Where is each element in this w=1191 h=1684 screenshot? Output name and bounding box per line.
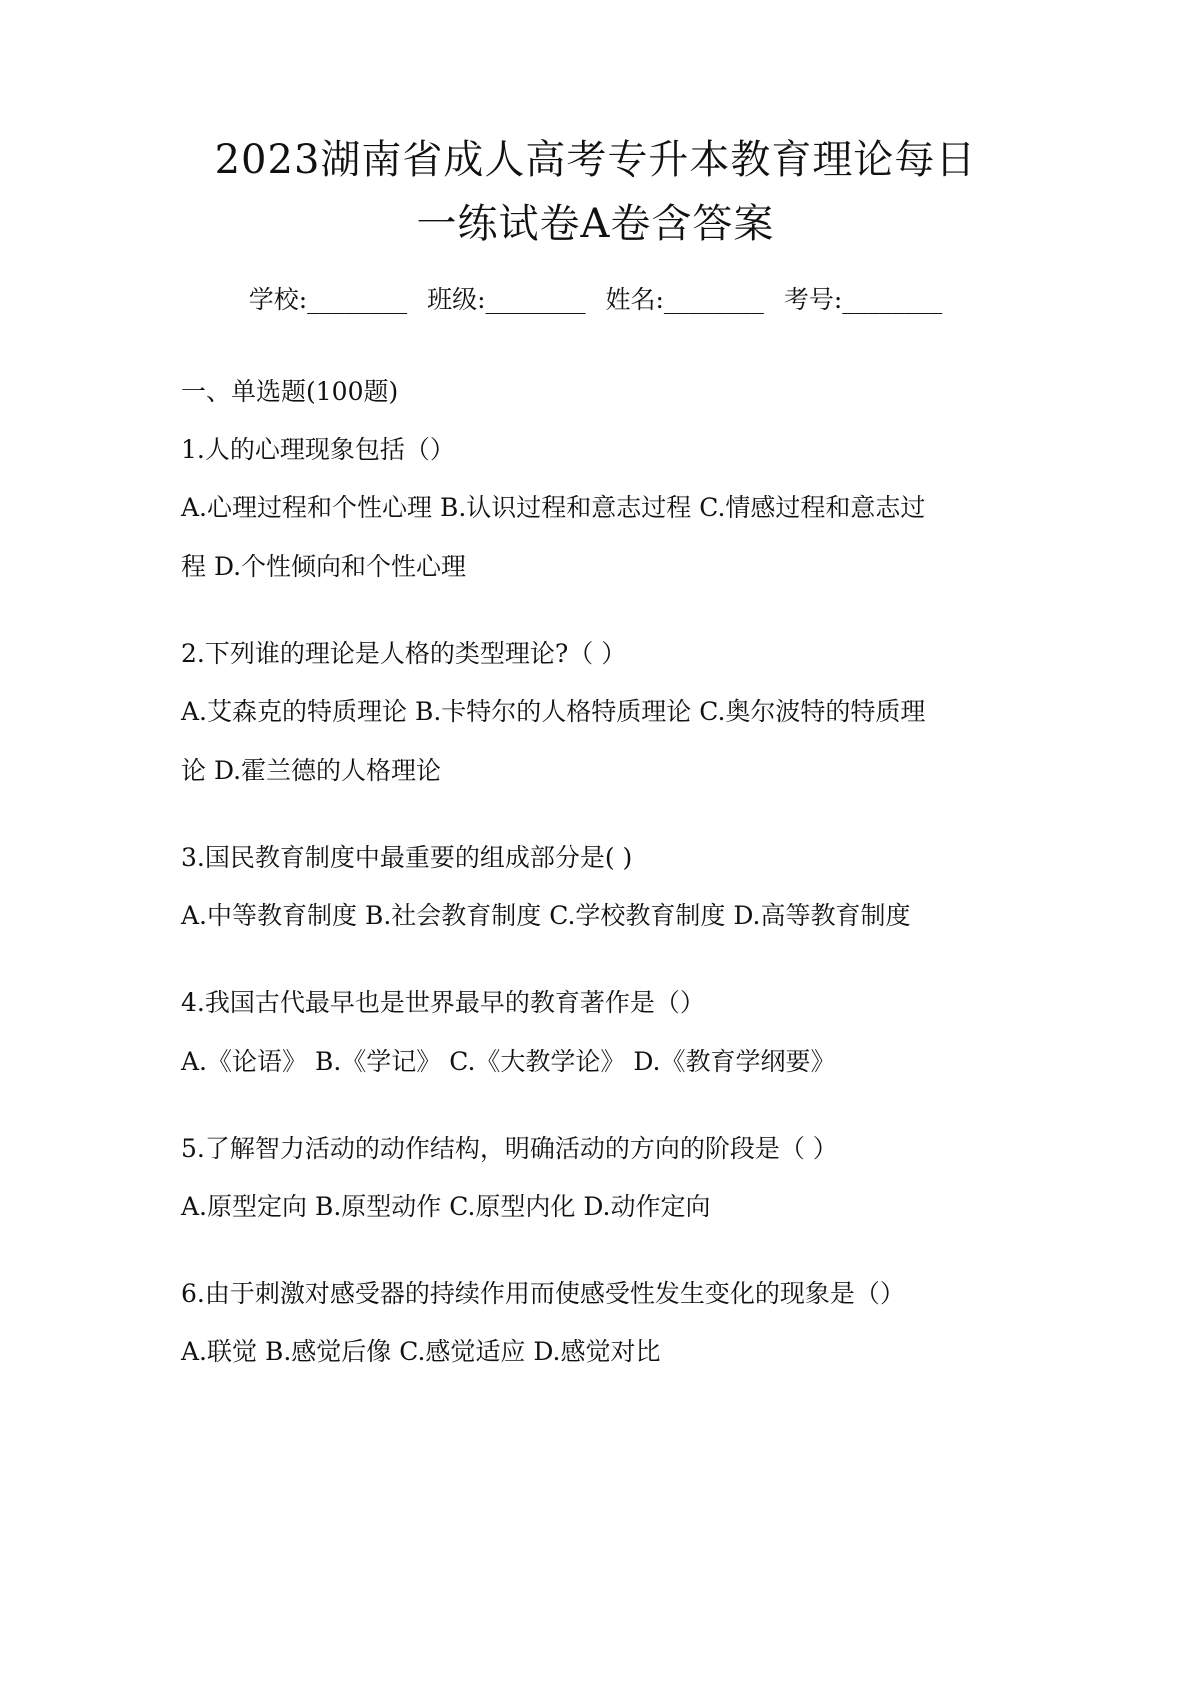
document-title-line-2: 一练试卷A卷含答案 (416, 201, 775, 247)
section-heading: 一、单选题(100题) (181, 377, 399, 406)
question-options-2-line-1: A.艾森克的特质理论 B.卡特尔的人格特质理论 C.奥尔波特的特质理 (181, 697, 926, 726)
name-field: 姓名:________ (605, 285, 764, 314)
question-options-1-line-1: A.心理过程和个性心理 B.认识过程和意志过程 C.情感过程和意志过 (181, 493, 926, 522)
question-stem-3: 3.国民教育制度中最重要的组成部分是( ) (181, 843, 633, 872)
question-stem-4: 4.我国古代最早也是世界最早的教育著作是（） (181, 988, 705, 1017)
student-info-row (0, 282, 1191, 318)
question-options-4-line-1: A.《论语》 B.《学记》 C.《大教学论》 D.《教育学纲要》 (181, 1047, 836, 1076)
question-options-2-line-2: 论 D.霍兰德的人格理论 (181, 756, 442, 785)
question-stem-1: 1.人的心理现象包括（） (181, 435, 455, 464)
question-options-5-line-1: A.原型定向 B.原型动作 C.原型内化 D.动作定向 (181, 1192, 711, 1221)
exam-number-field: 考号:________ (783, 285, 943, 314)
class-field: 班级:________ (427, 285, 586, 314)
question-stem-2: 2.下列谁的理论是人格的类型理论?（ ） (181, 639, 627, 668)
document-title-line-1: 2023湖南省成人高考专升本教育理论每日 (214, 137, 977, 183)
question-options-6-line-1: A.联觉 B.感觉后像 C.感觉适应 D.感觉对比 (181, 1337, 661, 1366)
question-stem-5: 5.了解智力活动的动作结构，明确活动的方向的阶段是（ ） (181, 1134, 838, 1163)
question-options-3-line-1: A.中等教育制度 B.社会教育制度 C.学校教育制度 D.高等教育制度 (181, 901, 911, 930)
school-field: 学校:________ (248, 285, 408, 314)
question-stem-6: 6.由于刺激对感受器的持续作用而使感受性发生变化的现象是（） (181, 1279, 905, 1308)
question-options-1-line-2: 程 D.个性倾向和个性心理 (181, 552, 467, 581)
